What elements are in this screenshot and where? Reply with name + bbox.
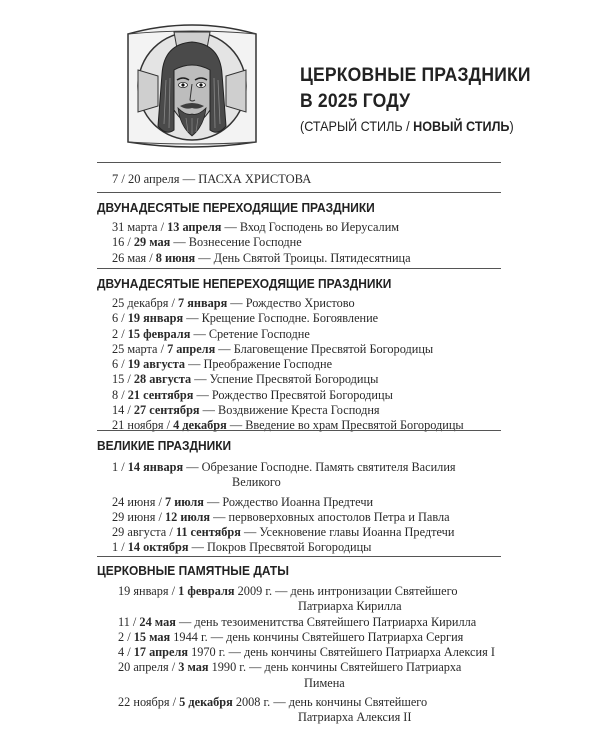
event-name: день тезоименитства Святейшего Патриарха Кирилла bbox=[194, 614, 477, 629]
easter-entry: 7 / 20 апреля — ПАСХА ХРИСТОВА bbox=[112, 172, 312, 186]
date-new: 21 сентября bbox=[127, 387, 194, 402]
list-item: 4 / 17 апреля 1970 г. — день кончины Святейшего Патриарха Алексия I bbox=[118, 645, 495, 660]
event-name: день кончины Святейшего Патриарха bbox=[264, 660, 462, 675]
date-new: 12 июля bbox=[164, 509, 211, 524]
feast-name: День Святой Троицы. Пятидесятница bbox=[213, 250, 411, 265]
year: 2009 г. bbox=[234, 584, 273, 598]
date-new: 28 августа bbox=[133, 372, 192, 387]
list-item: 2 / 15 февраля — Сретение Господне bbox=[112, 326, 310, 341]
feast-name: Усекновение главы Иоанна Предтечи bbox=[259, 525, 455, 540]
feast-name: ПАСХА ХРИСТОВА bbox=[198, 172, 312, 186]
list-item: 16 / 29 мая — Вознесение Господне bbox=[112, 235, 302, 250]
date-new: 7 апреля bbox=[167, 341, 216, 356]
date-old: 6 bbox=[112, 311, 119, 326]
list-item: 8 / 21 сентября — Рождество Пресвятой Богородицы bbox=[112, 387, 393, 402]
date-new: 29 мая bbox=[133, 235, 171, 250]
list-item-continuation: Великого bbox=[232, 475, 281, 490]
section-great-list bbox=[112, 460, 456, 556]
feast-name: Рождество Христово bbox=[245, 296, 355, 310]
date-old: 31 марта bbox=[112, 220, 158, 234]
date-new: 17 апреля bbox=[133, 645, 189, 660]
date-old: 6 bbox=[112, 357, 119, 372]
title-line: В 2025 ГОДУ bbox=[300, 90, 411, 112]
date-new: 3 мая bbox=[178, 660, 209, 675]
page-title bbox=[300, 62, 531, 114]
list-item: 25 декабря / 7 января — Рождество Христово bbox=[112, 296, 355, 310]
list-item: 26 мая / 8 июня — День Святой Троицы. Пятидесятница bbox=[112, 250, 411, 265]
date-old: 22 ноября bbox=[118, 695, 170, 710]
divider bbox=[97, 268, 501, 269]
divider bbox=[97, 192, 501, 193]
date-old: 20 апреля bbox=[118, 660, 169, 675]
feast-name: Рождество Пресвятой Богородицы bbox=[211, 387, 393, 402]
date-old: 2 bbox=[118, 629, 125, 644]
divider bbox=[97, 556, 501, 557]
list-item: 2 / 15 мая 1944 г. — день кончины Святейшего Патриарха Сергия bbox=[118, 629, 464, 644]
subtitle-bold: НОВЫЙ СТИЛЬ bbox=[413, 118, 510, 134]
year: 1970 г. bbox=[188, 645, 226, 660]
feast-name: Успение Пресвятой Богородицы bbox=[209, 372, 379, 387]
date-old: 25 марта bbox=[112, 341, 158, 356]
date-new: 8 июня bbox=[155, 250, 196, 265]
date-new: 27 сентября bbox=[133, 403, 200, 418]
list-item: 24 июня / 7 июля — Рождество Иоанна Предтечи bbox=[112, 494, 374, 509]
list-item: 14 / 27 сентября — Воздвижение Креста Господня bbox=[112, 403, 380, 418]
date-old: 15 bbox=[112, 372, 125, 387]
list-item: 22 ноября / 5 декабря 2008 г. — день кончины Святейшего bbox=[118, 695, 428, 710]
list-item-continuation: Патриарха Кирилла bbox=[298, 599, 402, 614]
year: 1990 г. bbox=[208, 660, 247, 675]
feast-name: Покров Пресвятой Богородицы bbox=[206, 540, 372, 555]
list-item-continuation: Пимена bbox=[304, 675, 345, 690]
list-item: 1 / 14 января — Обрезание Господне. Память святителя Василия bbox=[112, 460, 456, 474]
subtitle-open: (СТАРЫЙ СТИЛЬ / bbox=[300, 118, 414, 134]
date-new: 13 апреля bbox=[167, 220, 222, 234]
section-memorial-list bbox=[118, 584, 495, 726]
divider bbox=[97, 162, 501, 163]
feast-name: Вход Господень во Иерусалим bbox=[239, 220, 400, 234]
list-item: 19 января / 1 февраля 2009 г. — день интронизации Святейшего bbox=[118, 584, 458, 598]
date-old: 11 bbox=[118, 614, 130, 629]
date-new: 15 февраля bbox=[127, 326, 191, 341]
section-heading-great: ВЕЛИКИЕ ПРАЗДНИКИ bbox=[97, 438, 232, 453]
date-old: 8 bbox=[112, 387, 119, 402]
date-new: 20 апреля bbox=[127, 172, 180, 186]
section-heading-fixed: ДВУНАДЕСЯТЫЕ НЕПЕРЕХОДЯЩИЕ ПРАЗДНИКИ bbox=[97, 276, 392, 291]
list-item: 29 июня / 12 июля — первоверховных апостолов Петра и Павла bbox=[112, 509, 450, 524]
date-new: 14 января bbox=[127, 460, 184, 474]
event-name: день кончины Святейшего bbox=[288, 695, 428, 710]
list-item: 25 марта / 7 апреля — Благовещение Пресвятой Богородицы bbox=[112, 341, 434, 356]
date-old: 25 декабря bbox=[112, 296, 169, 310]
feast-name: Благовещение Пресвятой Богородицы bbox=[233, 341, 434, 356]
year: 1944 г. bbox=[170, 629, 208, 644]
date-new: 14 октября bbox=[127, 540, 189, 555]
list-item: 20 апреля / 3 мая 1990 г. — день кончины Святейшего Патриарха bbox=[118, 660, 462, 675]
feast-name: Вознесение Господне bbox=[188, 235, 302, 250]
date-old: 26 мая bbox=[112, 250, 147, 265]
list-item: 15 / 28 августа — Успение Пресвятой Богородицы bbox=[112, 372, 379, 387]
feast-name: Введение во храм Пресвятой Богородицы bbox=[245, 418, 464, 433]
date-new: 11 сентября bbox=[175, 525, 241, 540]
section-heading-moving: ДВУНАДЕСЯТЫЕ ПЕРЕХОДЯЩИЕ ПРАЗДНИКИ bbox=[97, 200, 375, 215]
date-old: 19 января bbox=[118, 584, 169, 598]
event-name: день кончины Святейшего Патриарха Алексия I bbox=[243, 645, 495, 660]
feast-name: первоверховных апостолов Петра и Павла bbox=[228, 509, 450, 524]
date-old: 1 bbox=[112, 460, 119, 474]
date-new: 7 июля bbox=[164, 494, 204, 509]
date-new: 7 января bbox=[177, 296, 228, 310]
date-new: 19 января bbox=[127, 311, 184, 326]
divider bbox=[97, 430, 501, 431]
subtitle bbox=[300, 118, 514, 134]
section-moving-list bbox=[112, 220, 411, 266]
date-old: 16 bbox=[112, 235, 125, 250]
list-item: 21 ноября / 4 декабря — Введение во храм Пресвятой Богородицы bbox=[112, 418, 464, 433]
date-new: 15 мая bbox=[133, 629, 171, 644]
feast-name: Преображение Господне bbox=[203, 357, 333, 372]
list-item: 6 / 19 августа — Преображение Господне bbox=[112, 357, 333, 372]
list-item: 29 августа / 11 сентября — Усекновение главы Иоанна Предтечи bbox=[112, 525, 455, 540]
date-new: 1 февраля bbox=[178, 584, 235, 598]
feast-name: Воздвижение Креста Господня bbox=[218, 403, 380, 418]
date-old: 24 июня bbox=[112, 494, 156, 509]
event-name: день кончины Святейшего Патриарха Сергия bbox=[226, 629, 464, 644]
date-old: 1 bbox=[112, 540, 119, 555]
list-item: 11 / 24 мая — день тезоименитства Святейшего Патриарха Кирилла bbox=[118, 614, 477, 629]
date-old: 21 ноября bbox=[112, 418, 164, 433]
section-heading-memorial: ЦЕРКОВНЫЕ ПАМЯТНЫЕ ДАТЫ bbox=[97, 563, 289, 578]
date-old: 7 bbox=[112, 172, 119, 186]
list-item: 31 марта / 13 апреля — Вход Господень во Иерусалим bbox=[112, 220, 400, 234]
date-old: 14 bbox=[112, 403, 125, 418]
event-name: день интронизации Святейшего bbox=[290, 584, 458, 598]
date-new: 19 августа bbox=[127, 357, 186, 372]
year: 2008 г. bbox=[232, 695, 271, 710]
date-new: 4 декабря bbox=[173, 418, 227, 433]
feast-name: Сретение Господне bbox=[208, 326, 310, 341]
list-item: 1 / 14 октября — Покров Пресвятой Богородицы bbox=[112, 540, 372, 555]
date-old: 4 bbox=[118, 645, 125, 660]
date-new: 5 декабря bbox=[179, 695, 233, 710]
feast-name: Рождество Иоанна Предтечи bbox=[222, 494, 374, 509]
title-line: ЦЕРКОВНЫЕ ПРАЗДНИКИ bbox=[300, 64, 531, 86]
date-new: 24 мая bbox=[139, 614, 176, 629]
savior-icon bbox=[122, 14, 262, 154]
list-item-continuation: Патриарха Алексия II bbox=[298, 710, 412, 725]
subtitle-close: ) bbox=[509, 118, 514, 134]
date-old: 29 августа bbox=[112, 525, 167, 540]
feast-name: Крещение Господне. Богоявление bbox=[201, 311, 379, 326]
feast-name: Обрезание Господне. Память святителя Василия bbox=[201, 460, 456, 474]
date-old: 2 bbox=[112, 326, 119, 341]
section-fixed-list bbox=[112, 296, 464, 434]
date-old: 29 июня bbox=[112, 509, 156, 524]
list-item: 6 / 19 января — Крещение Господне. Богоявление bbox=[112, 311, 379, 326]
